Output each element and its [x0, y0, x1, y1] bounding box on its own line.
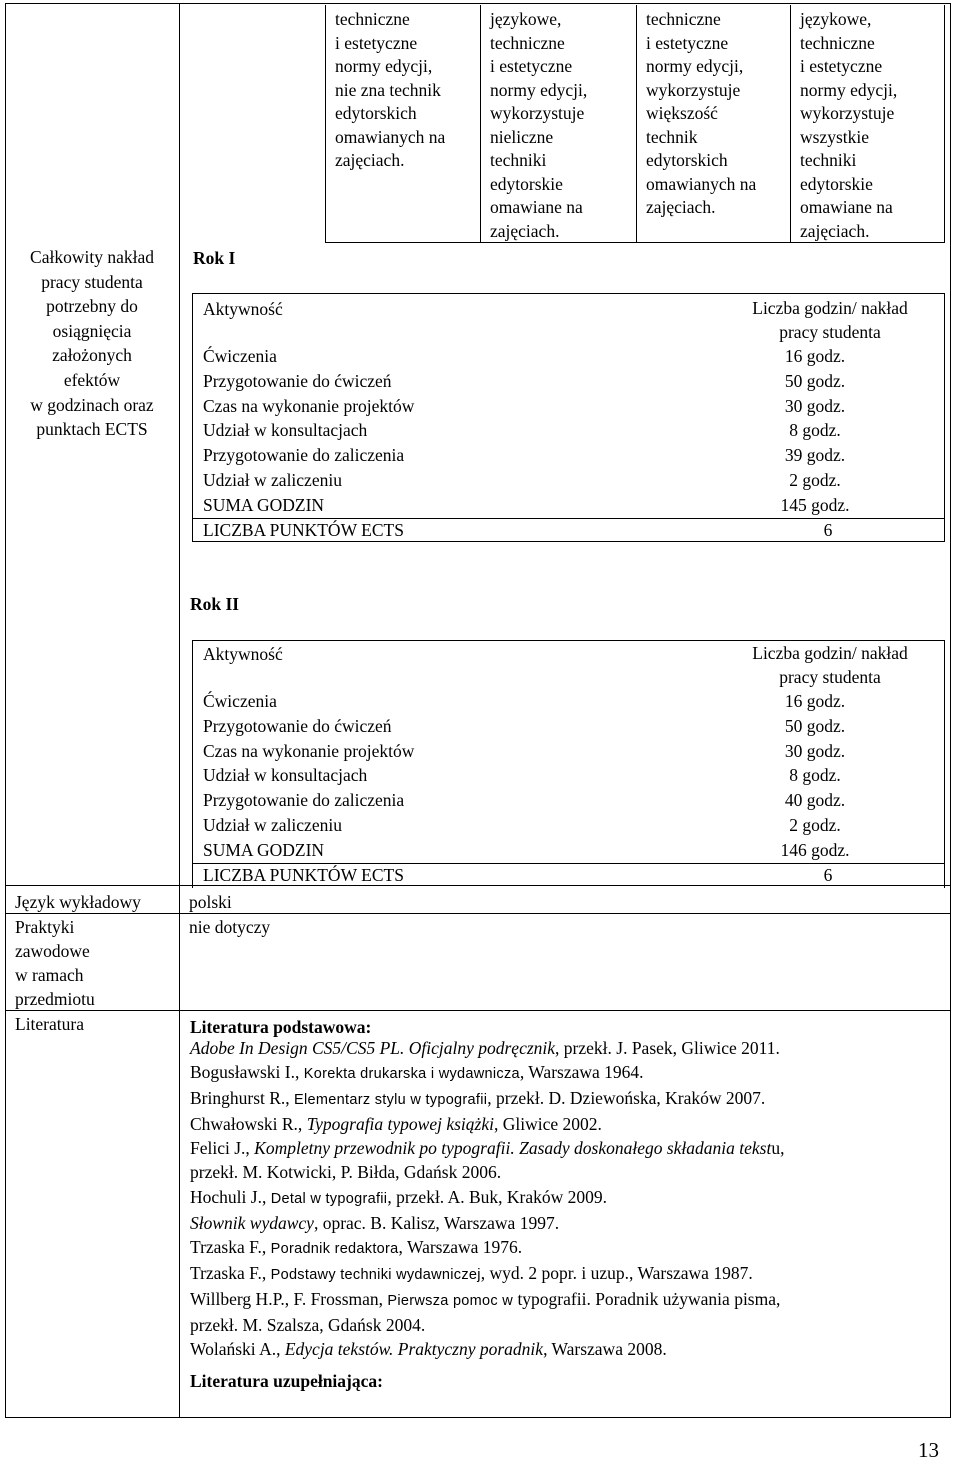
- year1-row-name: SUMA GODZIN: [203, 494, 325, 515]
- criteria-cell-1: techniczne i estetyczne normy edycji, nie zna technik edytorskich omawianych na zajęciach.: [335, 9, 446, 170]
- literature-entry: Hochuli J., Detal w typografii, przekł. A. Buk, Kraków 2009.: [190, 1186, 608, 1207]
- criteria-cell-4: językowe, techniczne i estetyczne normy edycji, wykorzystuje wszystkie techniki edytorskie omawiane na zajęciach.: [800, 9, 898, 241]
- language-row-bottom: [5, 913, 951, 914]
- year1-table-left: [192, 293, 193, 542]
- year2-row-value: 30 godz.: [784, 740, 846, 761]
- outer-right-border: [950, 3, 951, 1418]
- year2-col-hours: Liczba godzin/ nakład pracy studenta: [752, 643, 908, 687]
- criteria-cell-2: językowe, techniczne i estetyczne normy edycji, wykorzystuje nieliczne techniki edytorskie omawiane na zajęciach.: [490, 9, 588, 241]
- year2-row-name: Udział w konsultacjach: [203, 765, 368, 786]
- year2-col-activity: Aktywność: [203, 644, 283, 664]
- year1-row-value: 145 godz.: [780, 494, 850, 515]
- criteria-left-border: [325, 5, 326, 243]
- outer-bottom-border: [5, 1417, 951, 1418]
- internship-row-bottom: [5, 1010, 951, 1011]
- year2-row-name: Przygotowanie do ćwiczeń: [203, 715, 392, 736]
- internship-value: nie dotyczy: [189, 917, 271, 937]
- year2-row-value: 40 godz.: [784, 790, 846, 811]
- literature-entry: Chwałowski R., Typografia typowej książki, Gliwice 2002.: [190, 1114, 602, 1135]
- outer-top-border: [5, 3, 950, 4]
- outer-left-border: [5, 3, 6, 1418]
- literature-basic-heading: Literatura podstawowa:: [190, 1017, 372, 1037]
- literature-entry: Willberg H.P., F. Frossman, Pierwsza pomoc w typografii. Poradnik używania pisma,: [190, 1288, 781, 1309]
- language-value: polski: [189, 892, 232, 912]
- year2-table-left: [192, 640, 193, 888]
- literature-entry: Trzaska F., Poradnik redaktora, Warszawa 1976.: [190, 1236, 523, 1257]
- year2-row-name: Przygotowanie do zaliczenia: [203, 790, 405, 811]
- year1-row-name: Czas na wykonanie projektów: [203, 395, 415, 416]
- year2-table-top: [192, 640, 945, 641]
- year2-row-name: Ćwiczenia: [203, 691, 277, 711]
- label-column-divider: [179, 3, 180, 1418]
- year2-row-name: Udział w zaliczeniu: [203, 815, 342, 835]
- year1-row-name: Ćwiczenia: [203, 346, 277, 366]
- year2-row-value: 146 godz.: [780, 839, 850, 860]
- year1-ects-value: 6: [823, 519, 833, 540]
- year1-col-hours: Liczba godzin/ nakład pracy studenta: [752, 298, 908, 342]
- literature-entry: Bringhurst R., Elementarz stylu w typografii, przekł. D. Dziewońska, Kraków 2007.: [190, 1088, 766, 1109]
- literature-supplementary-heading: Literatura uzupełniająca:: [190, 1371, 383, 1391]
- year1-table-top: [192, 293, 945, 294]
- criteria-cell-3: techniczne i estetyczne normy edycji, wykorzystuje większość technik edytorskich omawianych na zajęciach.: [646, 9, 757, 217]
- page-number: 13: [918, 1438, 939, 1462]
- language-label: Język wykładowy: [15, 892, 141, 912]
- workload-label: Całkowity nakład pracy studenta potrzebny do osiągnięcia założonych efektów w godzinach oraz punktach ECTS: [30, 247, 154, 440]
- year2-row-value: 50 godz.: [784, 715, 846, 736]
- year1-row-name: Udział w konsultacjach: [203, 420, 368, 441]
- year1-row-value: 8 godz.: [789, 420, 841, 441]
- year1-row-name: Przygotowanie do zaliczenia: [203, 445, 405, 466]
- year1-ects-label: LICZBA PUNKTÓW ECTS: [203, 519, 404, 540]
- literature-entry: Trzaska F., Podstawy techniki wydawniczej, wyd. 2 popr. i uzup., Warszawa 1987.: [190, 1262, 753, 1283]
- year1-col-activity: Aktywność: [203, 299, 283, 319]
- year1-heading: Rok I: [193, 248, 236, 268]
- year1-row-value: 16 godz.: [784, 346, 846, 366]
- criteria-divider-1: [480, 5, 481, 243]
- year1-row-value: 30 godz.: [784, 395, 846, 416]
- literature-entry: Felici J., Kompletny przewodnik po typografii. Zasady doskonałego składania tekstu,: [190, 1138, 785, 1159]
- literature-entry: Bogusławski I., Korekta drukarska i wydawnicza, Warszawa 1964.: [190, 1062, 644, 1083]
- literature-entry: Słownik wydawcy, oprac. B. Kalisz, Warszawa 1997.: [190, 1212, 560, 1233]
- internship-label: Praktyki zawodowe w ramach przedmiotu: [15, 917, 95, 1009]
- year1-row-name: Udział w zaliczeniu: [203, 470, 342, 490]
- year2-heading: Rok II: [190, 594, 240, 614]
- year1-row-value: 2 godz.: [789, 470, 841, 490]
- literature-entry: przekł. M. Szalsza, Gdańsk 2004.: [190, 1315, 426, 1336]
- year2-row-name: Czas na wykonanie projektów: [203, 740, 415, 761]
- year2-row-value: 16 godz.: [784, 691, 846, 711]
- criteria-divider-3: [790, 5, 791, 243]
- year2-row-name: SUMA GODZIN: [203, 839, 325, 860]
- criteria-divider-2: [636, 5, 637, 243]
- year2-row-value: 8 godz.: [789, 765, 841, 786]
- year2-row-value: 2 godz.: [789, 815, 841, 835]
- year2-ects-value: 6: [823, 864, 833, 885]
- year1-row-name: Przygotowanie do ćwiczeń: [203, 370, 392, 391]
- year1-row-value: 39 godz.: [784, 445, 846, 466]
- literature-list: [190, 1036, 945, 1361]
- literature-entry: Adobe In Design CS5/CS5 PL. Oficjalny podręcznik, przekł. J. Pasek, Gliwice 2011.: [190, 1038, 780, 1058]
- year1-row-value: 50 godz.: [784, 370, 846, 391]
- literature-label: Literatura: [15, 1014, 84, 1034]
- literature-entry: Wolański A., Edycja tekstów. Praktyczny poradnik, Warszawa 2008.: [190, 1339, 667, 1360]
- literature-entry: przekł. M. Kotwicki, P. Biłda, Gdańsk 2006.: [190, 1162, 502, 1183]
- year2-ects-label: LICZBA PUNKTÓW ECTS: [203, 864, 404, 885]
- criteria-right-border: [944, 5, 945, 243]
